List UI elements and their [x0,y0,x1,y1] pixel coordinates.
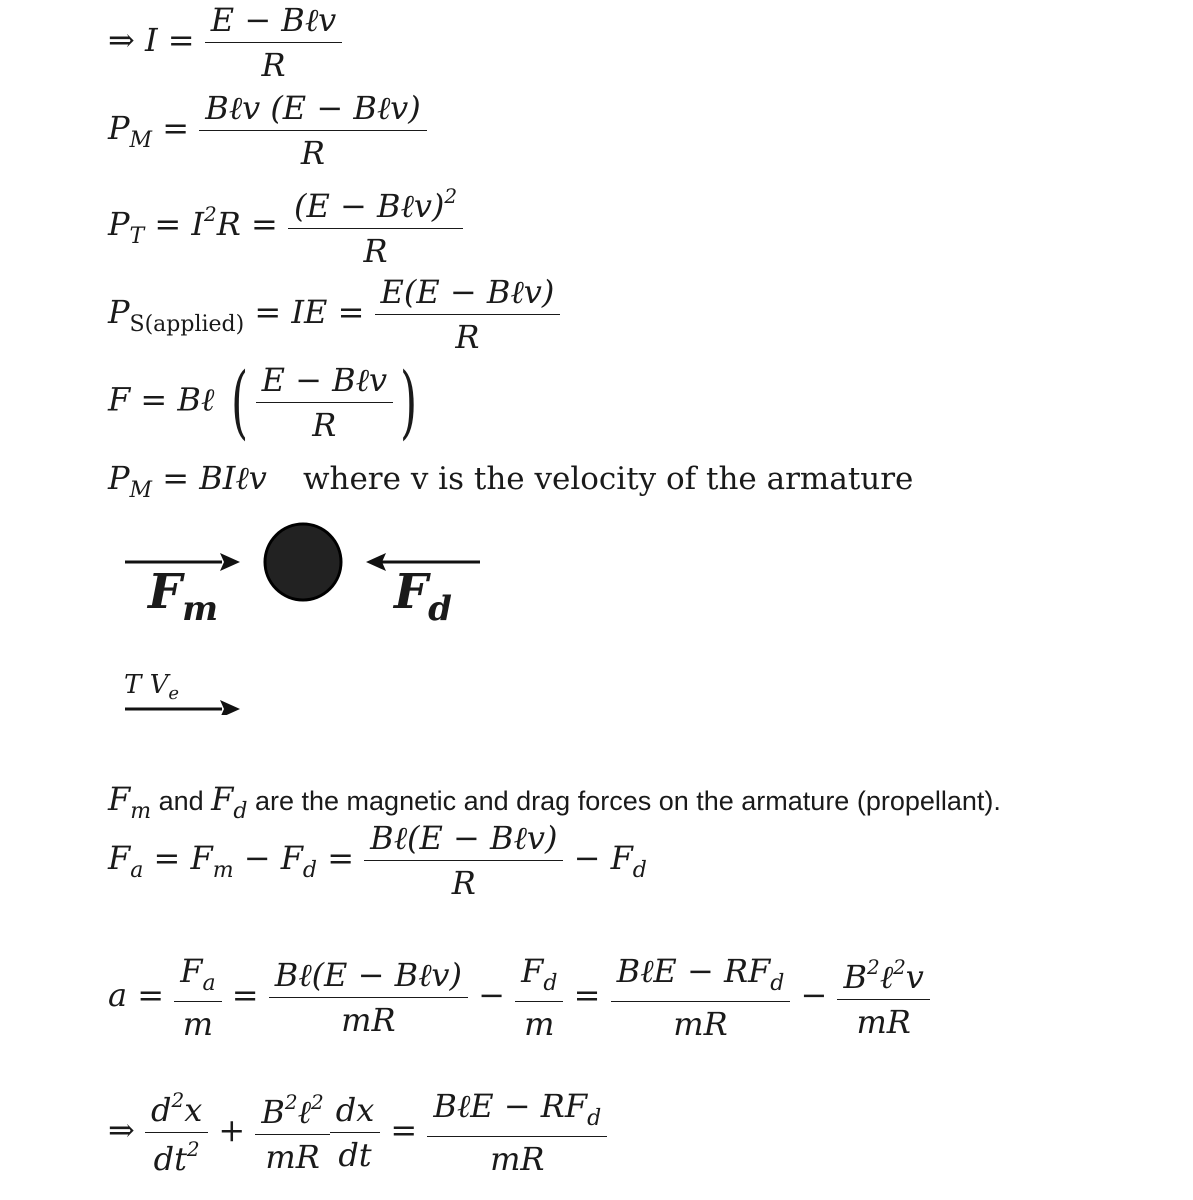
eq1-numerator: E − Bℓv [205,4,342,43]
equation-acceleration [108,952,930,1043]
armature-ball [265,524,341,600]
eq7-tail: − $F_d$ [573,839,647,883]
eq1-fraction [205,1,342,84]
eq9-equals: = [390,1111,418,1149]
eq9-frac3: $\frac{dx}{dt}$ [330,1094,381,1171]
eq8-minus1: − [478,976,505,1014]
eq8-frac1: $\frac{F_a}{m}$ [174,955,221,1040]
eq7-lhs: $F_a$ [108,839,144,883]
equation-power-velocity [108,459,914,503]
equation-power-applied [108,273,560,356]
equation-current [108,1,342,84]
fm-label: $F_m$ [148,564,219,629]
eq2-numerator: Bℓv (E − Bℓv) [199,92,427,131]
tve-label: T $V_e$ [124,670,180,704]
eq9-frac4: $\frac{B\ell E - RF_d}{mR}$ [427,1090,607,1175]
eq7-mid2: − $F_d$ [243,839,318,883]
eq8-frac5: $\frac{B^2\ell^2v}{mR}$ [837,957,929,1038]
eq5-lhs: F = Bℓ [108,380,215,419]
eq7-mid1: = $F_m$ [153,839,234,883]
equation-net-force [108,819,647,902]
eq7-denominator: R [451,864,476,902]
eq4-lhs: $P_{S(applied)}$ [108,293,245,337]
prose-fd: $F_d$ [211,780,248,824]
equation-force [108,355,424,448]
eq2-equals: = [162,109,190,147]
eq3-lhs: $P_T$ [108,205,145,249]
eq4-middle: = IE = [254,293,365,331]
eq4-fraction [375,273,561,356]
eq1-denominator: R [261,46,286,84]
eq7-fraction [364,819,563,902]
eq1-lhs: ⇒ I = [108,21,195,59]
right-paren: ) [400,355,418,448]
eq4-numerator: E(E − Bℓv) [375,276,561,315]
eq3-fraction [288,184,463,270]
eq8-frac2: $\frac{\text{Bℓ(E − Bℓv)}}{mR}$ [269,959,468,1036]
equation-differential [108,1087,607,1178]
eq2-lhs: $P_M$ [108,109,153,153]
eq4-denominator: R [455,318,480,356]
eq8-eq2: = [573,976,601,1014]
forces-description [108,780,1001,824]
eq3-numerator: (E − Bℓv)$^2$ [288,186,463,229]
left-paren: ( [231,355,249,448]
eq6-note: where v is the velocity of the armature [302,461,914,497]
eq9-frac1: $\frac{d^2x}{dt^2}$ [145,1090,208,1175]
fd-label: $F_d$ [394,564,452,629]
eq5-fraction [256,360,393,444]
eq5-denominator: R [312,405,337,444]
prose-fm: $F_m$ [108,780,152,824]
eq9-frac2: $\frac{B^2\ell^2}{mR}$ [255,1092,329,1173]
eq6-rhs: = BIℓv [162,459,267,497]
eq8-lhs: a = [108,976,165,1014]
eq8-frac3: $\frac{F_d}{m}$ [515,955,563,1040]
equation-power-mechanical [108,89,427,172]
prose-rest: are the magnetic and drag forces on the armature (propellant). [254,786,1001,816]
eq6-lhs: $P_M$ [108,459,153,503]
equation-power-thermal [108,184,463,270]
eq7-equals: = [327,839,354,877]
eq8-minus2: − [800,976,828,1014]
eq2-fraction [199,89,427,172]
eq3-denominator: R [363,232,388,270]
eq9-plus: + [218,1111,246,1149]
eq5-numerator: E − Bℓv [256,364,393,403]
eq8-frac4: $\frac{B\ell E - RF_d}{mR}$ [611,955,791,1040]
eq7-numerator: Bℓ(E − Bℓv) [364,822,563,861]
eq2-denominator: R [300,134,326,172]
eq9-lhs: ⇒ [108,1111,135,1149]
prose-and: and [158,786,204,816]
eq3-middle: = $I^2R$ = [154,202,278,243]
eq8-eq1: = [231,976,259,1014]
